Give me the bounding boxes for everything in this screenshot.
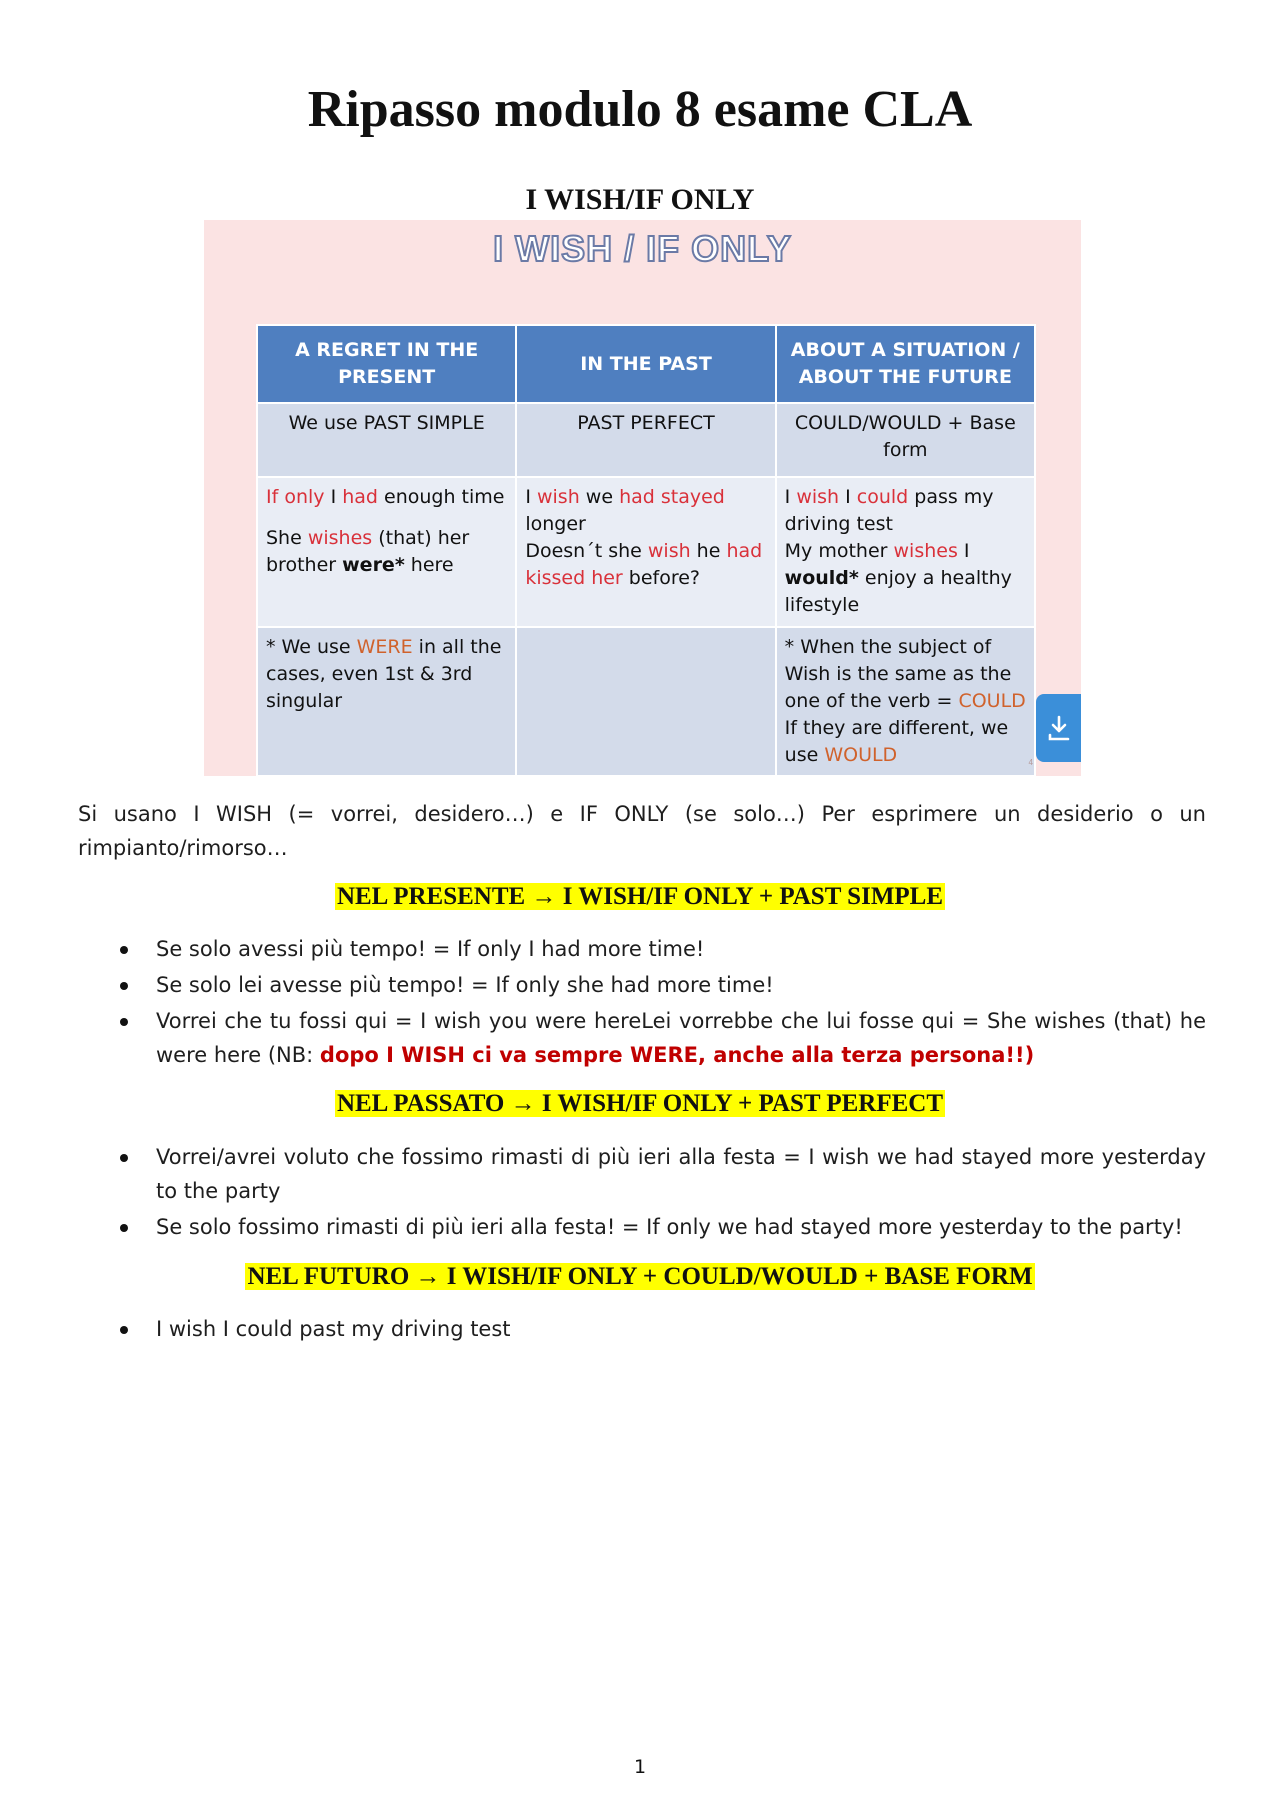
- page-number: 1: [633, 1756, 647, 1778]
- page-title: Ripasso modulo 8 esame CLA: [307, 81, 973, 138]
- table-row-notes: [257, 627, 1035, 776]
- list-item: Se solo lei avesse più tempo! = If only she had more time!: [120, 968, 1206, 1002]
- example-text: She wishes (that) her brother were* here: [266, 527, 470, 576]
- header-present: A REGRET IN THE PRESENT: [257, 325, 516, 403]
- table-row-examples: [257, 477, 1035, 627]
- header-future: ABOUT A SITUATION / ABOUT THE FUTURE: [776, 325, 1035, 403]
- heading-past: NEL PASSATO → I WISH/IF ONLY + PAST PERFECT: [336, 1090, 944, 1117]
- examples-past: [516, 477, 775, 627]
- example-text: I wish I could pass my driving test: [784, 486, 994, 535]
- form-past: PAST PERFECT: [516, 403, 775, 477]
- download-icon: [1047, 714, 1071, 742]
- example-text: If only I had enough time: [266, 486, 505, 508]
- examples-future: [776, 477, 1035, 627]
- example-text: My mother wishes I would* enjoy a healthy lifestyle: [784, 540, 1012, 616]
- example-text: I wish we had stayed longer: [525, 486, 725, 535]
- section-title: I WISH/IF ONLY: [525, 183, 755, 216]
- past-list: [120, 1140, 1206, 1246]
- figure-page-number: 4: [1028, 758, 1033, 767]
- grammar-figure: [204, 220, 1081, 776]
- list-item: Se solo fossimo rimasti di più ieri alla festa! = If only we had stayed more yesterday to the party!: [120, 1210, 1206, 1244]
- list-item: Vorrei/avrei voluto che fossimo rimasti di più ieri alla festa = I wish we had stayed more yesterday to the party: [120, 1140, 1206, 1208]
- note-future: * When the subject of Wish is the same as the one of the verb = COULD If they are different, we use WOULD: [776, 627, 1035, 776]
- note-present: * We use WERE in all the cases, even 1st & 3rd singular: [257, 627, 516, 776]
- grammar-table: [256, 324, 1036, 777]
- list-item: Se solo avessi più tempo! = If only I had more time!: [120, 932, 1206, 966]
- figure-title: I WISH / IF ONLY: [493, 228, 792, 269]
- note-past: [516, 627, 775, 776]
- intro-paragraph: Si usano I WISH (= vorrei, desidero…) e IF ONLY (se solo…) Per esprimere un desiderio o un rimpianto/rimorso…: [78, 802, 1206, 860]
- list-item: I wish I could past my driving test: [120, 1312, 1206, 1346]
- download-button[interactable]: [1036, 694, 1081, 762]
- heading-future: NEL FUTURO → I WISH/IF ONLY + COULD/WOULD + BASE FORM: [247, 1263, 1033, 1290]
- present-list: [120, 932, 1206, 1074]
- heading-present: NEL PRESENTE → I WISH/IF ONLY + PAST SIMPLE: [336, 883, 944, 910]
- future-list: [120, 1312, 1206, 1348]
- table-row-form: [257, 403, 1035, 477]
- example-text: Doesn´t she wish he had kissed her before?: [525, 540, 763, 589]
- form-present: We use PAST SIMPLE: [257, 403, 516, 477]
- table-header-row: [257, 325, 1035, 403]
- list-item: Vorrei che tu fossi qui = I wish you were hereLei vorrebbe che lui fosse qui = She wishes (that) he were here (NB: dopo I WISH ci va sempre WERE, anche alla terza persona!!): [120, 1004, 1206, 1072]
- examples-present: [257, 477, 516, 627]
- header-past: IN THE PAST: [516, 325, 775, 403]
- form-future: COULD/WOULD + Base form: [776, 403, 1035, 477]
